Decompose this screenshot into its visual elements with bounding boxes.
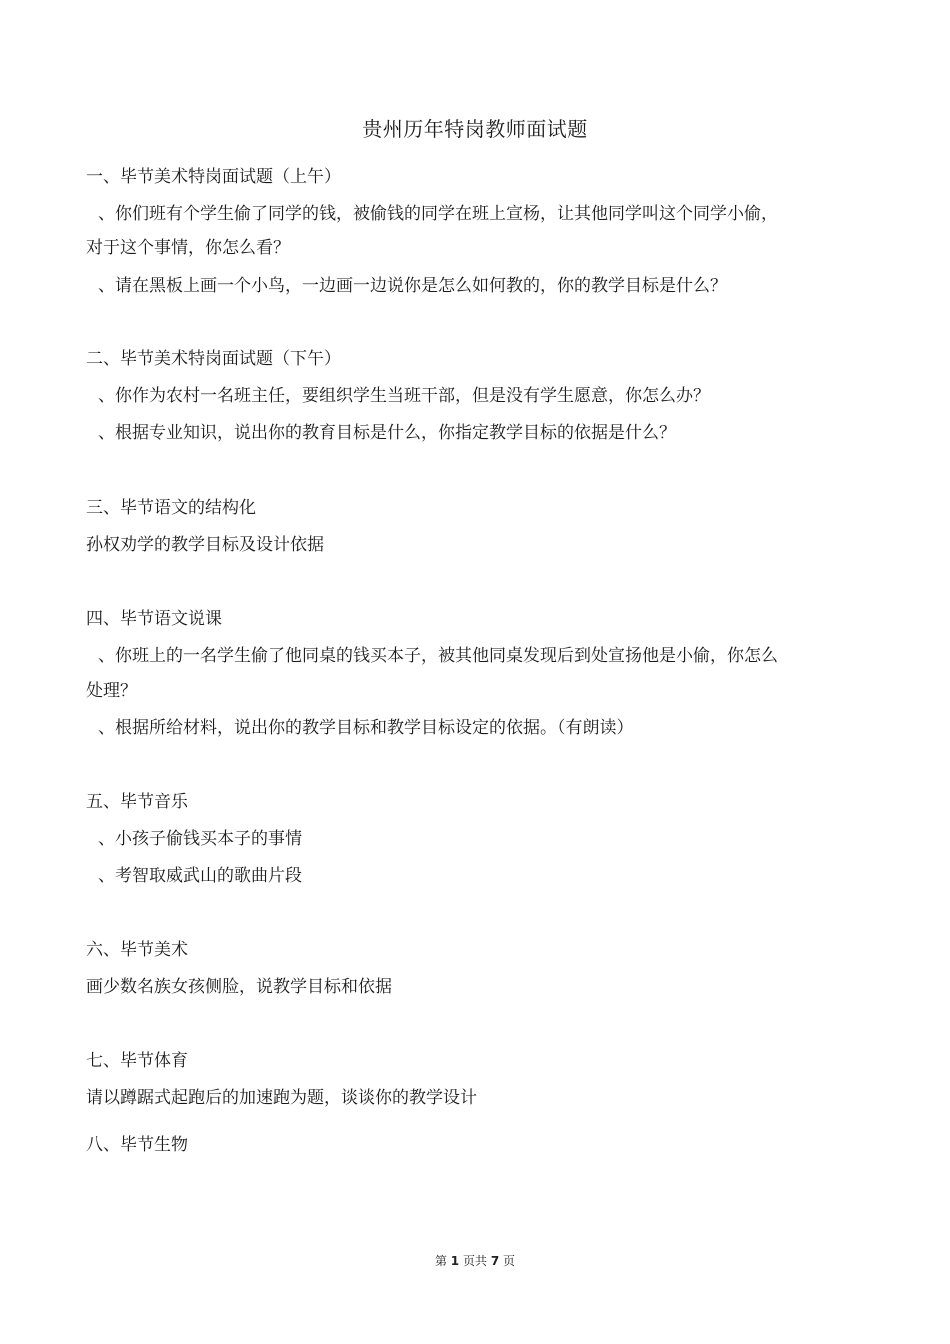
question-line: 、小孩子偷钱买本子的事情 <box>98 829 302 849</box>
question-line: 对于这个事情，你怎么看？ <box>86 238 290 258</box>
section-heading: 五、毕节音乐 <box>86 792 188 812</box>
section-heading: 二、毕节美术特岗面试题（下午） <box>86 349 341 369</box>
page-footer <box>0 1252 950 1269</box>
question-line: 画少数名族女孩侧脸，说教学目标和依据 <box>86 977 392 997</box>
question-line: 、请在黑板上画一个小鸟，一边画一边说你是怎么如何教的，你的教学目标是什么？ <box>98 276 727 296</box>
question-line: 、你作为农村一名班主任，要组织学生当班干部，但是没有学生愿意，你怎么办？ <box>98 386 710 406</box>
footer-middle: 页共 <box>462 1254 487 1268</box>
section-heading: 四、毕节语文说课 <box>86 609 222 629</box>
section-heading: 一、毕节美术特岗面试题（上午） <box>86 167 341 187</box>
question-line: 、你班上的一名学生偷了他同桌的钱买本子，被其他同桌发现后到处宣扬他是小偷，你怎么 <box>98 646 778 666</box>
section-heading: 八、毕节生物 <box>86 1135 188 1155</box>
question-line: 请以蹲踞式起跑后的加速跑为题，谈谈你的教学设计 <box>86 1088 477 1108</box>
question-line: 孙权劝学的教学目标及设计依据 <box>86 535 324 555</box>
question-line: 、考智取威武山的歌曲片段 <box>98 866 302 886</box>
section-heading: 三、毕节语文的结构化 <box>86 498 256 518</box>
question-line: 、你们班有个学生偷了同学的钱，被偷钱的同学在班上宣杨，让其他同学叫这个同学小偷， <box>98 204 778 224</box>
section-heading: 六、毕节美术 <box>86 940 188 960</box>
footer-total-pages: 7 <box>490 1254 500 1268</box>
question-line: 处理？ <box>86 681 137 701</box>
section-heading: 七、毕节体育 <box>86 1051 188 1071</box>
footer-prefix: 第 <box>434 1254 447 1268</box>
footer-suffix: 页 <box>503 1254 516 1268</box>
question-line: 、根据所给材料，说出你的教学目标和教学目标设定的依据。（有朗读） <box>98 718 634 738</box>
question-line: 、根据专业知识，说出你的教育目标是什么，你指定教学目标的依据是什么？ <box>98 423 676 443</box>
footer-page-number: 1 <box>450 1254 460 1268</box>
page-title: 贵州历年特岗教师面试题 <box>362 117 588 141</box>
